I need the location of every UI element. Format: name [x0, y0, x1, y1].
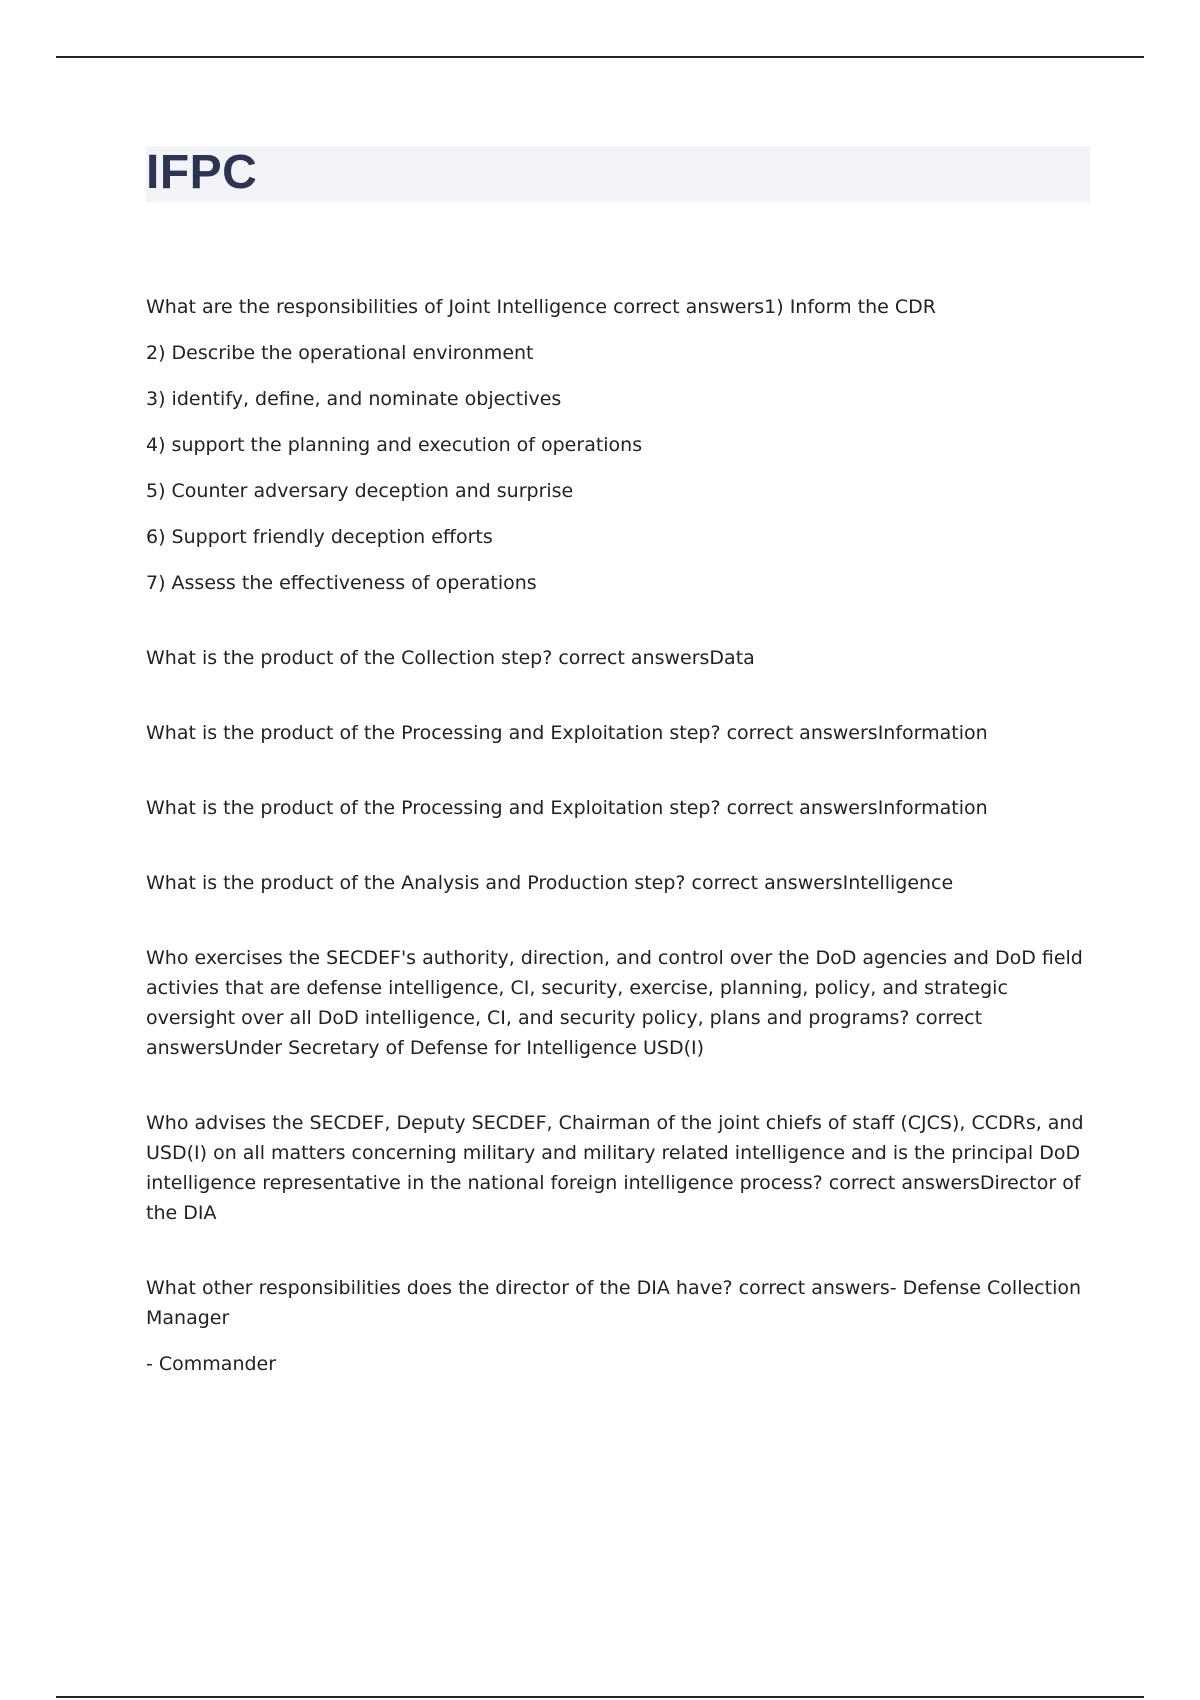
qa-joint-intelligence [146, 292, 1090, 598]
answer-line: 7) Assess the effectiveness of operations [146, 572, 537, 594]
bottom-rule [56, 1696, 1144, 1698]
document-body [146, 292, 1090, 1395]
qa-dia-responsibilities: What other responsibilities does the director of the DIA have? correct answers- Defense Collection Manager [146, 1277, 1082, 1329]
answer-line: 6) Support friendly deception efforts [146, 526, 493, 548]
answer-line: 5) Counter adversary deception and surprise [146, 480, 574, 502]
qa-analysis: What is the product of the Analysis and Production step? correct answersIntelligence [146, 872, 954, 894]
answer-line: 4) support the planning and execution of operations [146, 434, 643, 456]
answer-line: - Commander [146, 1353, 277, 1375]
document-title: IFPC [146, 146, 258, 199]
question-line: What are the responsibilities of Joint Intelligence correct answers1) Inform the CDR [146, 296, 937, 318]
answer-line: 2) Describe the operational environment [146, 342, 534, 364]
qa-processing: What is the product of the Processing and Exploitation step? correct answersInformation [146, 722, 988, 744]
top-rule [56, 56, 1144, 58]
qa-collection: What is the product of the Collection step? correct answersData [146, 647, 755, 669]
qa-usdi: Who exercises the SECDEF's authority, direction, and control over the DoD agencies and DoD field activies that are defense intelligence, CI, security, exercise, planning, policy, and strategic oversight over all DoD intelligence, CI, and security policy, plans and programs? correct answersUnder Secretary of Defense for Intelligence USD(I) [146, 947, 1083, 1059]
answer-line: 3) identify, define, and nominate objectives [146, 388, 562, 410]
qa-dia-director: Who advises the SECDEF, Deputy SECDEF, Chairman of the joint chiefs of staff (CJCS), CCDRs, and USD(I) on all matters concerning military and military related intelligence and is the principal DoD intelligence representative in the national foreign intelligence process? correct answersDirector of the DIA [146, 1112, 1084, 1224]
qa-processing-repeat: What is the product of the Processing and Exploitation step? correct answersInformation [146, 797, 988, 819]
title-band [146, 146, 1090, 202]
